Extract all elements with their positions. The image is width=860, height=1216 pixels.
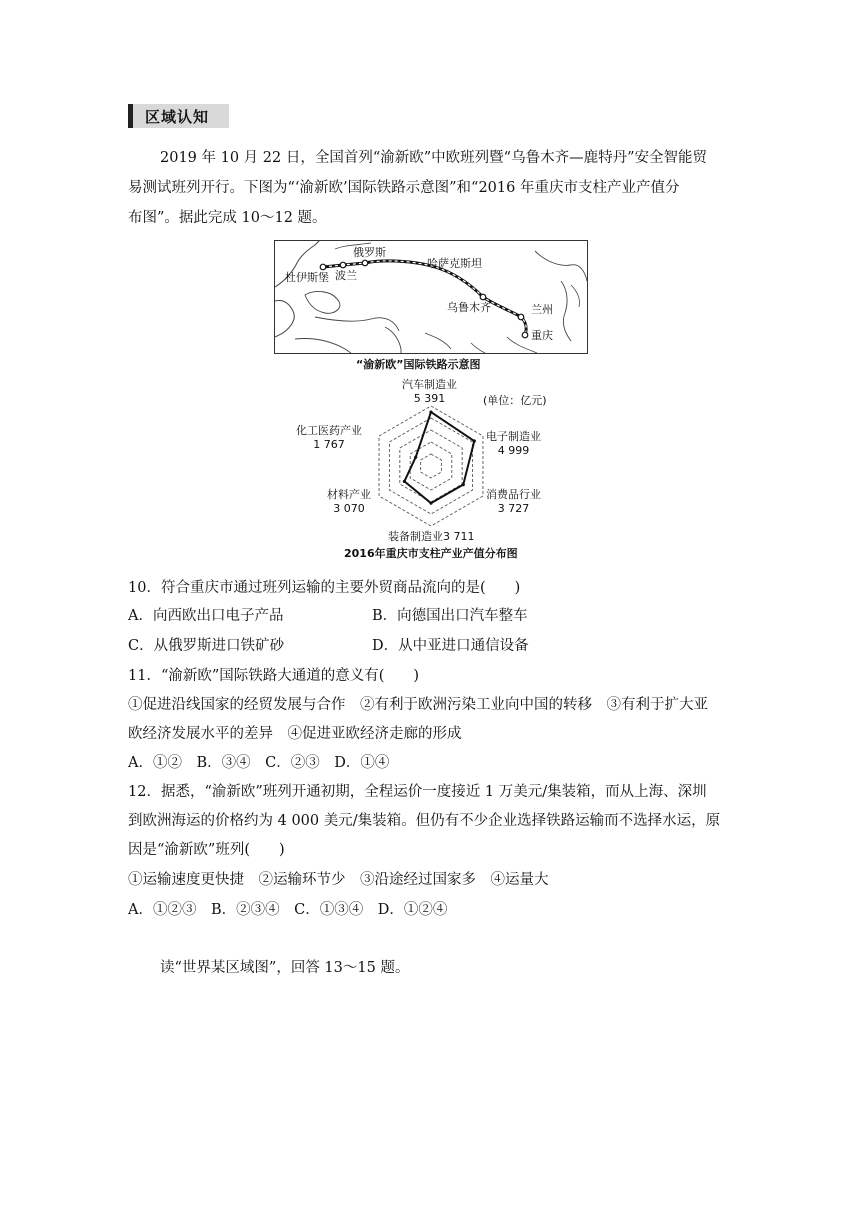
section-tag bbox=[128, 104, 229, 128]
label-kazakhstan: 哈萨克斯坦 bbox=[427, 257, 482, 270]
radar-point-2 bbox=[462, 483, 465, 486]
radar-ring-2 bbox=[410, 442, 452, 490]
station-russia-marker bbox=[362, 260, 368, 266]
radar-category-chemical: 化工医药产业 bbox=[296, 424, 362, 437]
radar-value-consumer: 3 727 bbox=[497, 502, 530, 515]
station-lanzhou-marker bbox=[518, 314, 524, 320]
q11-stem: 11．“渝新欧”国际铁路大通道的意义有( ) bbox=[128, 668, 420, 684]
label-chongqing: 重庆 bbox=[531, 329, 553, 342]
radar-point-1 bbox=[473, 439, 476, 442]
radar-category-auto: 汽车制造业 bbox=[402, 378, 457, 391]
q10-option-a: A．向西欧出口电子产品 bbox=[128, 608, 284, 624]
label-poland: 波兰 bbox=[335, 269, 357, 282]
station-duisburg-marker bbox=[320, 264, 326, 270]
intro-line-2: 易测试班列开行。下图为“‘渝新欧’国际铁路示意图”和“2016 年重庆市支柱产业产值分 bbox=[128, 180, 680, 196]
label-duisburg: 杜伊斯堡 bbox=[285, 271, 329, 284]
label-russia: 俄罗斯 bbox=[353, 246, 386, 259]
next-instruction: 读“世界某区域图”，回答 13～15 题。 bbox=[160, 960, 410, 976]
station-poland-marker bbox=[340, 262, 346, 268]
q12-stem-3: 因是“渝新欧”班列( ) bbox=[128, 842, 285, 858]
q10-stem: 10．符合重庆市通过班列运输的主要外贸商品流向的是( ) bbox=[128, 580, 521, 596]
q10-option-b: B．向德国出口汽车整车 bbox=[372, 608, 528, 624]
radar-value-materials: 3 070 bbox=[333, 502, 365, 515]
radar-point-0 bbox=[429, 410, 432, 413]
radar-category-electronics: 电子制造业 bbox=[486, 430, 541, 443]
radar-unit: (单位：亿元) bbox=[483, 394, 547, 407]
radar-value-chemical: 1 767 bbox=[313, 438, 345, 451]
intro-line-1: 2019 年 10 月 22 日，全国首列“渝新欧”中欧班列暨“乌鲁木齐—鹿特丹”安全智能贸 bbox=[160, 150, 707, 166]
station-urumqi-marker bbox=[480, 294, 486, 300]
radar-value-auto: 5 391 bbox=[413, 392, 446, 405]
radar-value-electronics: 4 999 bbox=[497, 444, 530, 457]
q11-line-1: ①促进沿线国家的经贸发展与合作 ②有利于欧洲污染工业向中国的转移 ③有利于扩大亚 bbox=[128, 697, 708, 713]
railway-map-svg bbox=[275, 241, 587, 353]
q10-option-d: D．从中亚进口通信设备 bbox=[372, 638, 529, 654]
map-caption: “渝新欧”国际铁路示意图 bbox=[356, 358, 481, 371]
q12-stem-2: 到欧洲海运的价格约为 4 000 美元/集装箱。但仍有不少企业选择铁路运输而不选择水运，原 bbox=[128, 813, 721, 829]
radar-label-equipment: 装备制造业3 711 bbox=[388, 530, 475, 543]
q10-option-c: C．从俄罗斯进口铁矿砂 bbox=[128, 638, 285, 654]
radar-category-consumer: 消费品行业 bbox=[486, 488, 541, 501]
section-label: 区域认知 bbox=[145, 107, 210, 126]
label-lanzhou: 兰州 bbox=[531, 303, 553, 316]
railway-map bbox=[274, 240, 588, 354]
q11-answers: A．①② B．③④ C．②③ D．①④ bbox=[128, 755, 390, 771]
radar-point-5 bbox=[414, 456, 417, 459]
radar-label-chemical bbox=[296, 424, 362, 452]
radar-chart bbox=[361, 402, 501, 532]
radar-point-4 bbox=[403, 480, 406, 483]
q12-stem-1: 12．据悉，“渝新欧”班列开通初期，全程运价一度接近 1 万美元/集装箱，而从上海、深圳 bbox=[128, 784, 707, 800]
intro-line-3: 布图”。据此完成 10～12 题。 bbox=[128, 210, 327, 226]
q11-line-2: 欧经济发展水平的差异 ④促进亚欧经济走廊的形成 bbox=[128, 726, 462, 742]
radar-caption: 2016年重庆市支柱产业产值分布图 bbox=[344, 547, 518, 560]
label-urumqi: 乌鲁木齐 bbox=[447, 301, 491, 314]
q12-answers: A．①②③ B．②③④ C．①③④ D．①②④ bbox=[128, 902, 448, 918]
q12-items: ①运输速度更快捷 ②运输环节少 ③沿途经过国家多 ④运量大 bbox=[128, 872, 549, 888]
station-chongqing-marker bbox=[522, 332, 528, 338]
radar-category-materials: 材料产业 bbox=[327, 488, 371, 501]
radar-ring-1 bbox=[421, 454, 442, 478]
radar-point-3 bbox=[429, 502, 432, 505]
